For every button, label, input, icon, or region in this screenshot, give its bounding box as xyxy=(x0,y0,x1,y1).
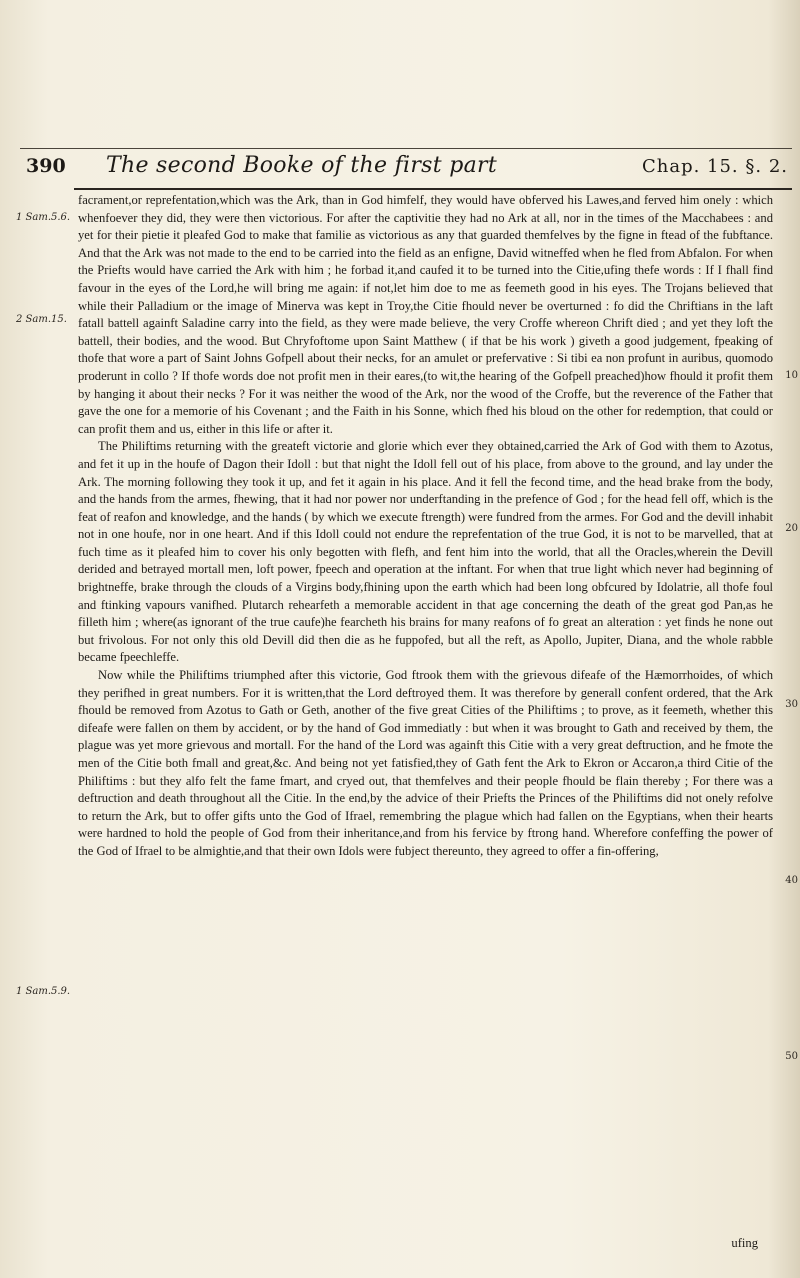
page-header xyxy=(14,153,794,183)
line-number-50: 50 xyxy=(785,1051,798,1062)
catchword: ufing xyxy=(731,1236,758,1250)
line-number-40: 40 xyxy=(785,875,798,886)
page-number: 390 xyxy=(26,155,66,177)
line-number-10: 10 xyxy=(785,370,798,381)
paragraph-1: facrament,or reprefentation,which was the Ark, than in God himfelf, they would have obferved his Lawes,and ferved him onely : which whenfoever they did, they were then victorious. For after the captivitie they had no Ark at all, nor in the times of the Macchabees : and yet for their pietie it pleafed God to make that familie as victorious as any that guarded themfelves by the figne in ftead of the fubftance. And that the Ark was not made to the end to be carried into the field as an enfigne, David witneffed when he fled from Abfalon. For when the Priefts would have carried the Ark with him ; he forbad it,and caufed it to be turned into the Citie,ufing thefe words : If I fhall find favour in the eyes of the Lord,he will bring me again: if not,let him doe to me as feemeth good in his eyes. The Trojans believed that while their Palladium or the image of Minerva was kept in Troy,the Citie fhould never be overturned : fo did the Chriftians in the laft fatall battell againft Saladine carry into the field, as they were made believe, the very Croffe whereon Chrift died ; and yet they loft the battell, their bodies, and the wood. But Chryfoftome upon Saint Matthew ( if that be his work ) giveth a good judgement, fpeaking of thofe that wore a part of Saint Johns Gofpell about their necks, for an amulet or prefervative : Si tibi ea non profunt in auribus, quomodo proderunt in collo ? If thofe words doe not profit men in their eares,(to wit,the hearing of the Gofpell preached)how fhould it profit them by hanging it about their necks ? For it was neither the wood of the Ark, nor the wood of the Croffe, but the reverence of the Father that gave the one for a memorie of his Covenant ; and the Faith in his Sonne, which fhed his bloud on the other for redemption, that could or can profit them and us, either in this life or after it. xyxy=(78,193,773,436)
header-rule xyxy=(74,188,792,190)
margin-note-ref3: 1 Sam.5.9. xyxy=(16,986,71,997)
body-text xyxy=(78,192,773,861)
paragraph-3: Now while the Philiftims triumphed after this victorie, God ftrook them with the grievous difeafe of the Hæmorrhoides, of which they perifhed in great numbers. For it is written,that the Lord deftroyed them. It was therefore by generall confent ordered, that the Ark fhould be removed from Azotus to Gath or Geth, another of the five great Cities of the Philiftims ; to prove, as it feemeth, whether this difeafe were fallen on them by accident, or by the hand of God immediatly : but when it was brought to Gath and received by them, the plague was yet more grievous and mortall. For the hand of the Lord was againft this Citie with a very great deftruction, and he fmote the men of the Citie both fmall and great,&c. And being not yet fatisfied,they of Gath fent the Ark to Ekron or Accaron,a third Citie of the Philiftims : but they alfo felt the fame fmart, and cryed out, that themfelves and their people fhould be flain thereby ; For there was a deftruction and death throughout all the Citie. In the end,by the advice of their Priefts the Princes of the Philiftims did not onely refolve to return the Ark, but to offer gifts unto the God of Ifrael, remembring the plague which had fallen on the Egyptians, when their hearts were hardned to hold the people of God from their inheritance,and from his fervice by ftrong hand. Wherefore confeffing the power of the God of Ifrael to be almightie,and that their own Idols were fubject thereunto, they agreed to offer a fin-offering, xyxy=(78,668,773,858)
line-number-30: 30 xyxy=(785,699,798,710)
chapter-label: Chap. 15. §. 2. xyxy=(641,156,788,177)
margin-note-ref2: 2 Sam.15. xyxy=(16,314,67,325)
margin-note-ref1: 1 Sam.5.6. xyxy=(16,212,71,223)
line-number-20: 20 xyxy=(785,523,798,534)
running-title: The second Booke of the first part xyxy=(106,153,497,178)
paragraph-2: The Philiftims returning with the greateft victorie and glorie which ever they obtained,carried the Ark of God with them to Azotus, and fet it up in the houfe of Dagon their Idoll : but that night the Idoll fell out of his place, from above to the ground, and lay under the Ark. The morning following they took it up, and fet it again in his place. And it fell the fecond time, and the head brake from the body, and the hands from the armes, fhewing, that it had nor power nor underftanding in the prefence of God ; for the head fell off, which is the feat of reafon and knowledge, and the hands ( by which we execute ftrength) were fundred from the armes. For God and the devill inhabit not in one houfe, nor in one heart. And if this Idoll could not endure the reprefentation of the true God, it is not to be marvelled, that at fuch time as it pleafed him to cover his only begotten with flefh, and fent him into the world, that all the Oracles,wherein the Devill derided and betrayed mortall men, loft power, fpeech and operation at the inftant. For when that true light which never had beginning of brightneffe, brake through the clouds of a Virgins body,fhining upon the earth which had been long obfcured by Idolatrie, all thofe foul and ftinking vapours vanifhed. Plutarch rehearfeth a memorable accident in that age concerning the death of the great god Pan,as he filleth him ; where(as ignorant of the true caufe)he fearcheth his brains for many reafons of fo great an alteration : yet finds he none out but frivolous. For not only this old Devill did then die as he fuppofed, but all the reft, as Apollo, Jupiter, Diana, and the whole rabble became fpeechleffe. xyxy=(78,439,773,665)
top-rule xyxy=(20,148,792,149)
